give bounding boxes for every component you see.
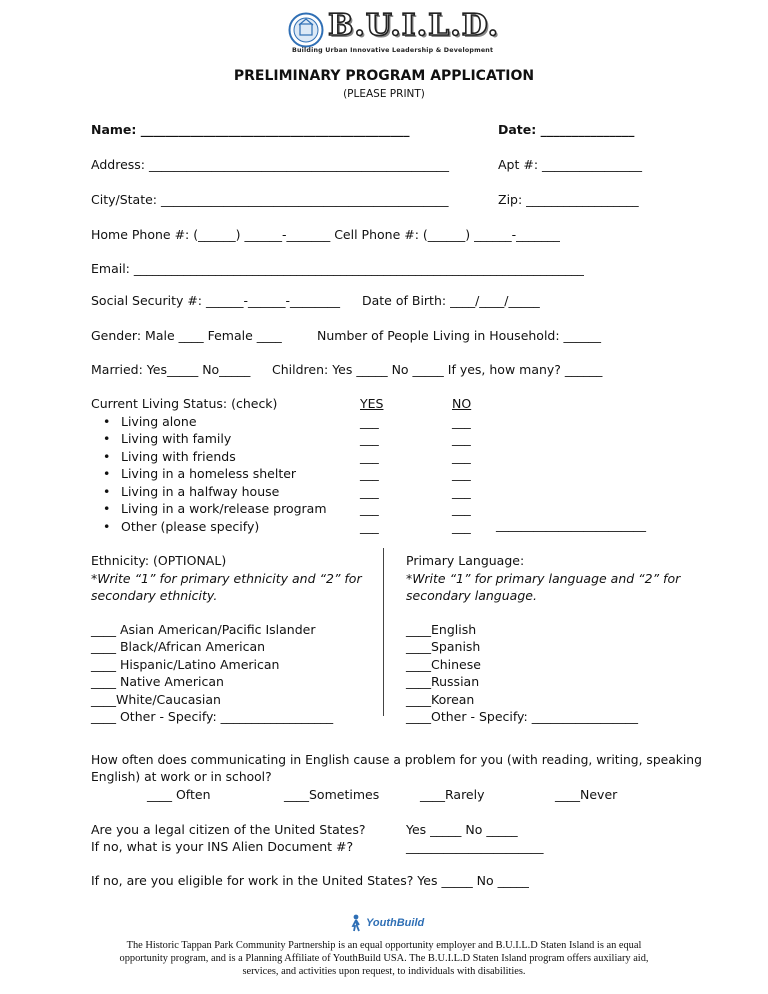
yes-blank[interactable]: ___: [360, 483, 379, 499]
language-section: [406, 552, 680, 726]
english-option-sometimes[interactable]: ____Sometimes: [284, 787, 380, 802]
language-option[interactable]: ____Korean: [406, 691, 475, 707]
living-no-column: [452, 395, 471, 535]
yes-column-header: YES: [360, 396, 384, 411]
household-field[interactable]: Number of People Living in Household: ______: [317, 328, 602, 343]
ethnicity-section: [91, 552, 362, 726]
no-blank[interactable]: ___: [452, 431, 471, 446]
phone-fields[interactable]: Home Phone #: (______) ______-_______ Cell Phone #: (______) ______-_______: [91, 227, 560, 242]
english-option-rarely[interactable]: ____Rarely: [420, 787, 485, 802]
apt-field[interactable]: Apt #: ________________: [498, 157, 643, 172]
name-field[interactable]: Name: ___________________________________________: [91, 122, 410, 137]
ethnicity-option[interactable]: ____ Hispanic/Latino American: [91, 656, 280, 672]
english-option-never[interactable]: ____Never: [555, 787, 618, 802]
living-status-heading: Current Living Status: (check): [91, 396, 278, 411]
language-heading: Primary Language:: [406, 553, 525, 568]
language-option[interactable]: ____English: [406, 621, 477, 637]
footer-text: opportunity program, and is a Planning Affiliate of YouthBuild USA. The B.U.I.L.D Staten Island program offers auxiliary aid,: [119, 953, 649, 964]
living-status-list: [91, 413, 327, 536]
language-note: *Write “1” for primary language and “2” for: [406, 570, 681, 586]
language-option[interactable]: ____Spanish: [406, 639, 481, 654]
date-field[interactable]: Date: _______________: [498, 122, 635, 137]
gender-field[interactable]: Gender: Male ____ Female ____: [91, 328, 282, 343]
footer-text: services, and activities upon request, to individuals with disabilities.: [242, 966, 526, 977]
dob-field[interactable]: Date of Birth: ____/____/_____: [362, 293, 540, 308]
build-logo: [288, 8, 500, 58]
language-option[interactable]: ____Other - Specify: _________________: [406, 709, 638, 724]
column-divider: [383, 548, 384, 716]
language-option[interactable]: ____Russian: [406, 674, 480, 689]
logo-wordmark: B.U.I.L.D.: [328, 8, 500, 43]
email-field[interactable]: Email: ________________________________________________________________________: [91, 261, 584, 276]
yes-blank[interactable]: ___: [360, 431, 379, 446]
ethnicity-note: *Write “1” for primary ethnicity and “2” for: [91, 570, 362, 586]
yes-blank[interactable]: ___: [360, 413, 379, 429]
youthbuild-logo: [350, 914, 424, 934]
yes-blank[interactable]: ___: [360, 466, 379, 481]
yes-blank[interactable]: ___: [360, 501, 379, 516]
page-subtitle: (PLEASE PRINT): [343, 88, 425, 100]
address-field[interactable]: Address: ________________________________________________: [91, 157, 449, 172]
footer-text: The Historic Tappan Park Community Partnership is an equal opportunity employer and B.U.I.L.D Staten Island is an equal: [126, 940, 642, 951]
list-item: • Living in a halfway house: [91, 483, 327, 501]
children-field[interactable]: Children: Yes _____ No _____ If yes, how many? ______: [272, 362, 603, 377]
ethnicity-option[interactable]: ____ Asian American/Pacific Islander: [91, 621, 316, 637]
list-item: • Living alone: [91, 413, 327, 431]
youthbuild-figure-icon: [350, 914, 362, 932]
ethnicity-option[interactable]: ____ Other - Specify: __________________: [91, 709, 334, 724]
yes-blank[interactable]: ___: [360, 448, 379, 464]
citizen-answer[interactable]: Yes _____ No _____: [406, 822, 518, 837]
youthbuild-wordmark: YouthBuild: [365, 917, 425, 929]
list-item: • Living in a work/release program: [91, 500, 327, 518]
no-blank[interactable]: ___: [452, 518, 471, 534]
ins-question: If no, what is your INS Alien Document #?: [91, 839, 354, 854]
zip-field[interactable]: Zip: __________________: [498, 192, 639, 207]
english-question: English) at work or in school?: [91, 770, 272, 784]
logo-subtitle: Building Urban Innovative Leadership & Development: [292, 47, 494, 54]
work-eligibility-question[interactable]: If no, are you eligible for work in the United States? Yes _____ No _____: [91, 873, 529, 888]
ssn-field[interactable]: Social Security #: ______-______-________: [91, 293, 341, 308]
list-item: • Living with friends: [91, 448, 327, 466]
other-specify-line[interactable]: ________________________: [496, 517, 646, 532]
ethnicity-heading: Ethnicity: (OPTIONAL): [91, 553, 227, 568]
no-column-header: NO: [452, 396, 472, 411]
no-blank[interactable]: ___: [452, 501, 471, 516]
seal-icon: [288, 12, 324, 48]
list-item: • Other (please specify): [91, 518, 327, 536]
ethnicity-option[interactable]: ____ Native American: [91, 674, 224, 689]
page-title: PRELIMINARY PROGRAM APPLICATION: [233, 68, 535, 84]
list-item: • Living with family: [91, 430, 327, 448]
ethnicity-note: secondary ethnicity.: [91, 588, 218, 603]
language-note: secondary language.: [406, 588, 537, 603]
living-yes-column: [360, 395, 383, 535]
no-blank[interactable]: ___: [452, 413, 471, 429]
city-state-field[interactable]: City/State: ______________________________________________: [91, 192, 449, 207]
no-blank[interactable]: ___: [452, 466, 471, 481]
english-question: How often does communicating in English cause a problem for you (with reading, writing, speaking: [91, 753, 702, 767]
language-option[interactable]: ____Chinese: [406, 656, 481, 672]
ethnicity-option[interactable]: ____White/Caucasian: [91, 691, 221, 707]
married-field[interactable]: Married: Yes_____ No_____: [91, 362, 251, 377]
no-blank[interactable]: ___: [452, 448, 471, 464]
english-option-often[interactable]: ____ Often: [147, 787, 211, 802]
ins-document-field[interactable]: ______________________: [406, 839, 544, 854]
living-status-section: [91, 395, 327, 535]
no-blank[interactable]: ___: [452, 483, 471, 499]
ethnicity-option[interactable]: ____ Black/African American: [91, 639, 266, 654]
citizen-question: Are you a legal citizen of the United States?: [91, 822, 366, 837]
list-item: • Living in a homeless shelter: [91, 465, 327, 483]
yes-blank[interactable]: ___: [360, 518, 379, 534]
